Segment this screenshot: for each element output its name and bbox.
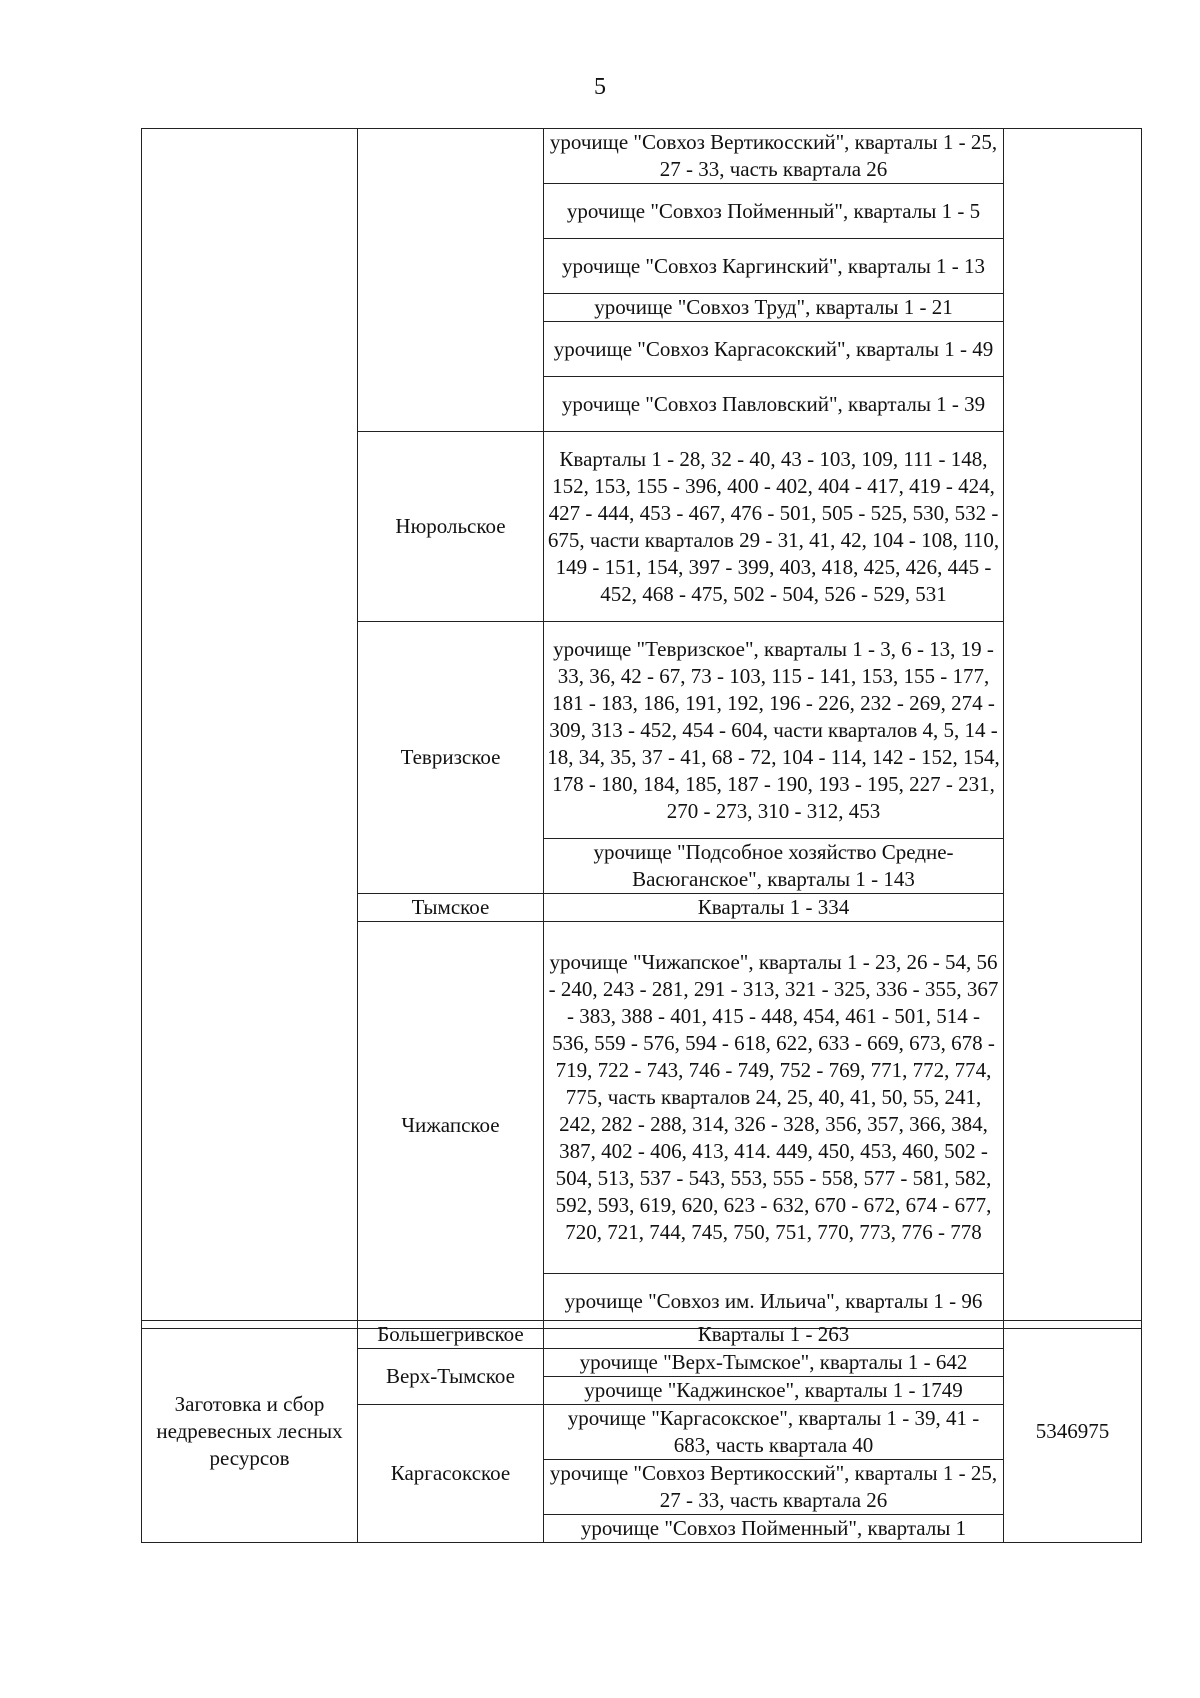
activity-cell: Заготовка и сбор недревесных лесных ресурсов [142,1321,358,1543]
tract-cell: урочище "Совхоз Пойменный", кварталы 1 - 5 [544,184,1004,239]
tract-cell: урочище "Совхоз Вертикосский", кварталы 1 - 25, 27 - 33, часть квартала 26 [544,1460,1004,1515]
tract-cell: урочище "Каджинское", кварталы 1 - 1749 [544,1377,1004,1405]
page-number: 5 [594,74,606,100]
tract-cell: урочище "Совхоз им. Ильича", кварталы 1 - 96 [544,1274,1004,1329]
forest-use-table [141,128,1142,1329]
tract-cell: урочище "Совхоз Вертикосский", кварталы 1 - 25, 27 - 33, часть квартала 26 [544,129,1004,184]
activity-cell [142,129,358,1329]
tract-cell: урочище "Верх-Тымское", кварталы 1 - 642 [544,1349,1004,1377]
volume-cell: 5346975 [1004,1321,1142,1543]
tract-cell: Кварталы 1 - 263 [544,1321,1004,1349]
tract-cell: Кварталы 1 - 28, 32 - 40, 43 - 103, 109, 111 - 148, 152, 153, 155 - 396, 400 - 402, 404 - 417, 419 - 424, 427 - 444, 453 - 467, 476 - 501, 505 - 525, 530, 532 - 675, части кварталов 29 - 31, 41, 42, 104 - 108, 110, 149 - 151, 154, 397 - 399, 403, 418, 425, 426, 445 - 452, 468 - 475, 502 - 504, 526 - 529, 531 [544,432,1004,622]
forestry-cell: Верх-Тымское [358,1349,544,1405]
tract-cell: урочище "Тевризское", кварталы 1 - 3, 6 - 13, 19 - 33, 36, 42 - 67, 73 - 103, 115 - 141, 153, 155 - 177, 181 - 183, 186, 191, 192, 196 - 226, 232 - 269, 274 - 309, 313 - 452, 454 - 604, части кварталов 4, 5, 14 - 18, 34, 35, 37 - 41, 68 - 72, 104 - 114, 142 - 152, 154, 178 - 180, 184, 185, 187 - 190, 193 - 195, 227 - 231, 270 - 273, 310 - 312, 453 [544,622,1004,839]
volume-cell [1004,129,1142,1329]
table-row [142,129,1142,184]
table-row [142,1321,1142,1349]
forestry-cell: Тымское [358,894,544,922]
tract-cell: урочище "Чижапское", кварталы 1 - 23, 26 - 54, 56 - 240, 243 - 281, 291 - 313, 321 - 325, 336 - 355, 367 - 383, 388 - 401, 415 - 448, 454, 461 - 501, 514 - 536, 559 - 576, 594 - 618, 622, 633 - 669, 673, 678 - 719, 722 - 743, 746 - 749, 752 - 769, 771, 772, 774, 775, часть кварталов 24, 25, 40, 41, 50, 55, 241, 242, 282 - 288, 314, 326 - 328, 356, 357, 366, 384, 387, 402 - 406, 413, 414. 449, 450, 453, 460, 502 - 504, 513, 537 - 543, 553, 555 - 558, 577 - 581, 582, 592, 593, 619, 620, 623 - 632, 670 - 672, 674 - 677, 720, 721, 744, 745, 750, 751, 770, 773, 776 - 778 [544,922,1004,1274]
forest-use-table-continued [141,1320,1142,1543]
tract-cell: урочище "Совхоз Труд", кварталы 1 - 21 [544,294,1004,322]
forestry-cell: Тевризское [358,622,544,894]
forestry-cell: Чижапское [358,922,544,1329]
tract-cell: Кварталы 1 - 334 [544,894,1004,922]
tract-cell: урочище "Каргасокское", кварталы 1 - 39, 41 - 683, часть квартала 40 [544,1405,1004,1460]
tract-cell: урочище "Совхоз Каргасокский", кварталы 1 - 49 [544,322,1004,377]
tract-cell: урочище "Совхоз Павловский", кварталы 1 - 39 [544,377,1004,432]
forestry-cell: Большегривское [358,1321,544,1349]
tract-cell: урочище "Подсобное хозяйство Средне-Васюганское", кварталы 1 - 143 [544,839,1004,894]
tract-cell: урочище "Совхоз Пойменный", кварталы 1 [544,1515,1004,1543]
forestry-cell: Нюрольское [358,432,544,622]
forestry-cell [358,129,544,432]
tract-cell: урочище "Совхоз Каргинский", кварталы 1 - 13 [544,239,1004,294]
forestry-cell: Каргасокское [358,1405,544,1543]
